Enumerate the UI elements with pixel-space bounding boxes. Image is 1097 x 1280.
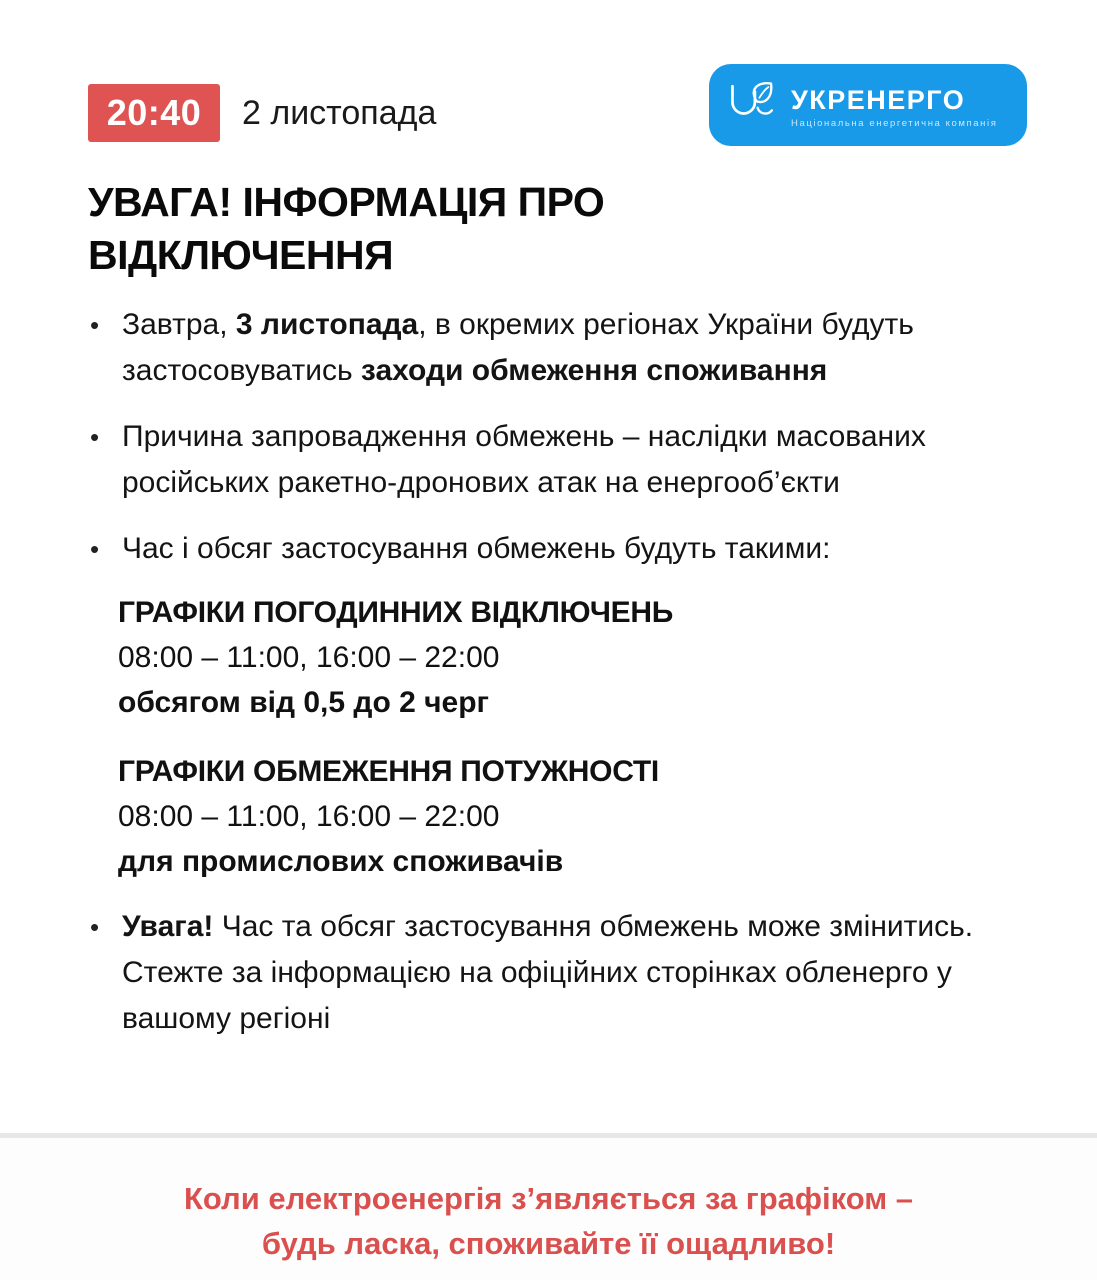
schedule-note: для промислових споживачів — [118, 845, 564, 878]
schedule-time-range: 08:00 – 11:00, 16:00 – 22:00 — [118, 641, 500, 674]
bullet-text-scope-intro: Час і обсяг застосування обмежень будуть такими: — [122, 532, 831, 565]
bullet-icon: • — [90, 422, 100, 452]
logo-text — [791, 85, 997, 129]
date-label: 2 листопада — [242, 93, 437, 132]
list-item — [88, 302, 1045, 394]
footer-appeal — [0, 1133, 1097, 1280]
schedule-block-hourly-outages — [118, 590, 1045, 725]
schedule-title: ГРАФІКИ ПОГОДИННИХ ВІДКЛЮЧЕНЬ — [118, 596, 673, 629]
bullet-icon: • — [90, 534, 100, 564]
bullet-icon: • — [90, 310, 100, 340]
time-label: 20:40 — [106, 92, 202, 133]
list-item — [88, 904, 1045, 1042]
schedule-note: обсягом від 0,5 до 2 черг — [118, 686, 490, 719]
footer-line-1: Коли електроенергія з’являється за графіком – — [183, 1181, 914, 1216]
bullet-text-tomorrow-restrictions: Завтра, 3 листопада, в окремих регіонах України будуть застосовуватись заходи обмеження споживання — [122, 308, 914, 387]
list-item — [88, 526, 1045, 572]
bullet-text-attention-note: Увага! Час та обсяг застосування обмежень може змінитись. Стежте за інформацією на офіційних сторінках обленерго у вашому регіоні — [122, 910, 974, 1035]
logo-tagline: Національна енергетична компанія — [791, 118, 998, 129]
list-item — [88, 414, 1045, 506]
time-badge — [88, 84, 220, 142]
leaf-u-monogram-icon — [725, 79, 783, 131]
bullet-icon: • — [90, 912, 100, 942]
footer-line-2: будь ласка, споживайте її ощадливо! — [261, 1226, 836, 1261]
page-title-line-1: УВАГА! ІНФОРМАЦІЯ ПРО — [88, 179, 605, 225]
logo-company-name: УКРЕНЕРГО — [791, 85, 966, 115]
schedule-block-power-limits — [118, 749, 1045, 884]
announcement-body — [88, 176, 1045, 1042]
bullet-text-reason: Причина запровадження обмежень – наслідки масованих російських ракетно-дронових атак на енергооб’єкти — [122, 420, 926, 499]
schedule-time-range: 08:00 – 11:00, 16:00 – 22:00 — [118, 800, 500, 833]
ukrenergo-logo-badge — [709, 64, 1027, 146]
page-title — [88, 176, 1045, 282]
page-title-line-2: ВІДКЛЮЧЕННЯ — [88, 232, 394, 278]
bullet-list — [88, 302, 1045, 1042]
schedule-title: ГРАФІКИ ОБМЕЖЕННЯ ПОТУЖНОСТІ — [118, 755, 659, 788]
